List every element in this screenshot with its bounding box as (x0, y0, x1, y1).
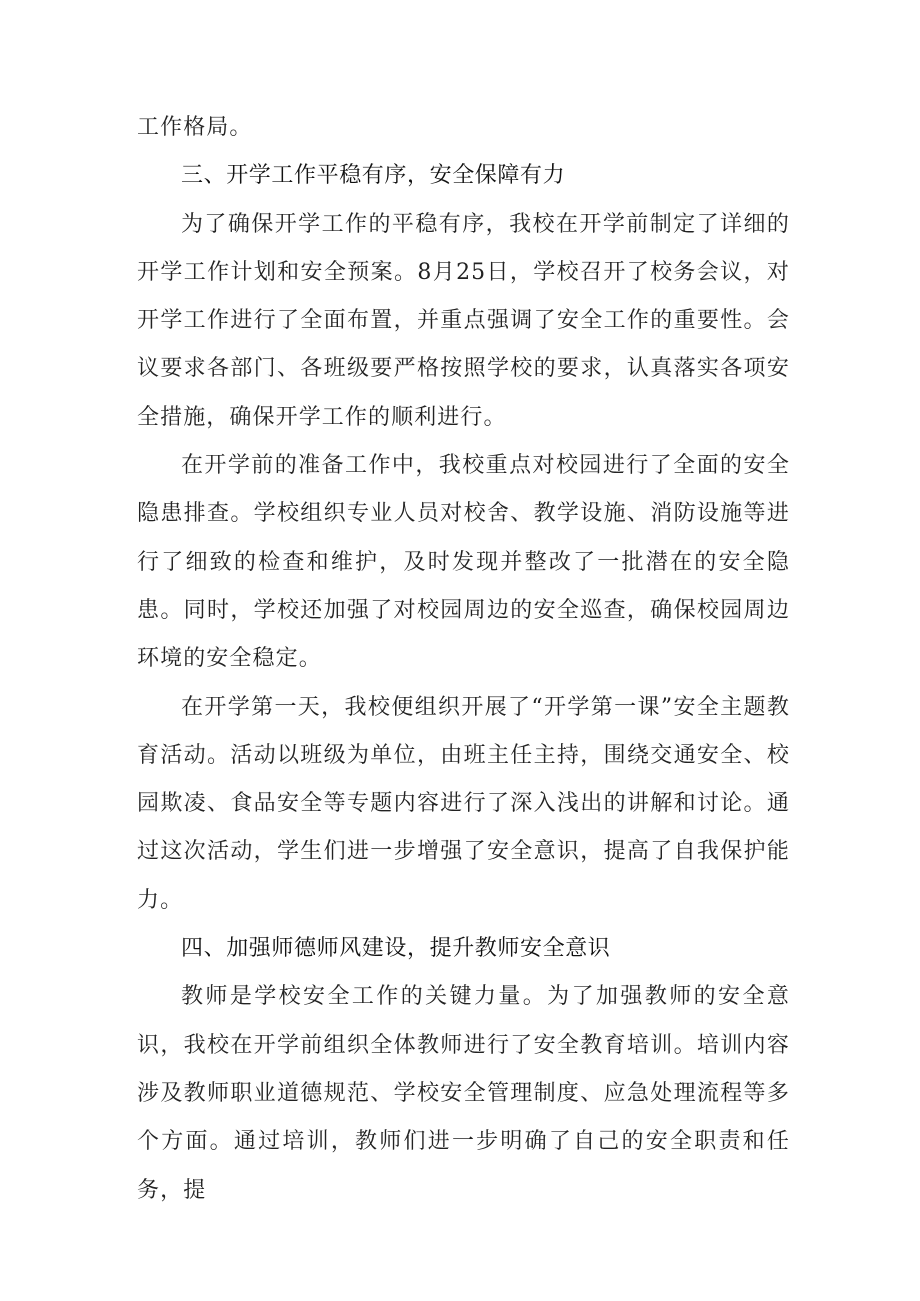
carry-over-paragraph: 工作格局。 (137, 115, 253, 140)
section-3-heading: 三、开学工作平稳有序，安全保障有力 (181, 163, 566, 189)
document-page (137, 104, 790, 1215)
section-3-paragraph-3: 在开学第一天，我校便组织开展了“开学第一课”安全主题教育活动。活动以班级为单位，由班主任主持，围绕交通安全、校园欺凌、食品安全等专题内容进行了深入浅出的讲解和讨论。通过这次活动，学生们进一步增强了安全意识，提高了自我保护能力。 (137, 694, 790, 913)
section-3-paragraph-2: 在开学前的准备工作中，我校重点对校园进行了全面的安全隐患排查。学校组织专业人员对校舍、教学设施、消防设施等进行了细致的检查和维护，及时发现并整改了一批潜在的安全隐患。同时，学校还加强了对校园周边的安全巡查，确保校园周边环境的安全稳定。 (137, 453, 790, 672)
section-3-paragraph-1: 为了确保开学工作的平稳有序，我校在开学前制定了详细的开学工作计划和安全预案。8月25日，学校召开了校务会议，对开学工作进行了全面布置，并重点强调了安全工作的重要性。会议要求各部门、各班级要严格按照学校的要求，认真落实各项安全措施，确保开学工作的顺利进行。 (137, 211, 790, 430)
section-4-heading: 四、加强师德师风建设，提升教师安全意识 (181, 936, 611, 962)
section-4-paragraph-1: 教师是学校安全工作的关键力量。为了加强教师的安全意识，我校在开学前组织全体教师进行了安全教育培训。培训内容涉及教师职业道德规范、学校安全管理制度、应急处理流程等多个方面。通过培训，教师们进一步明确了自己的安全职责和任务，提 (137, 984, 790, 1203)
